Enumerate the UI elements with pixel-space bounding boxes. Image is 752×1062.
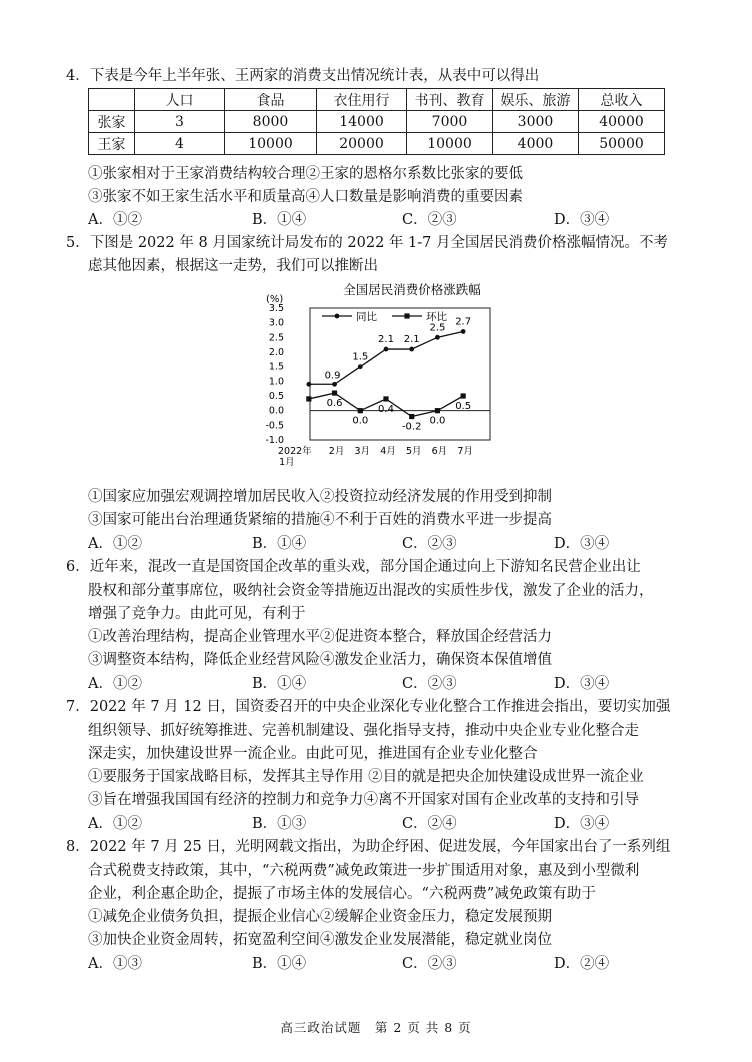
data-label: 2.1 [378,334,394,346]
chart-title: 全国居民消费价格涨跌幅 [343,282,481,297]
data-point [383,396,388,401]
q6-option-d[interactable]: D．③④ [554,676,610,692]
legend-label-yoy: 同比 [356,311,377,323]
table-cell: 8000 [225,111,317,133]
q7-choices-1: ①要服务于国家战略目标，发挥其主导作用 ②目的就是把央企加快建设成世界一流企业 [88,769,644,785]
q6-stem-3: 增强了竞争力。由此可见，有利于 [88,606,306,622]
x-tick-label: 2月 [328,446,345,457]
q8-stem-2: 合式税费支持政策，其中，“六税两费”减免政策进一步扩围适用对象，惠及到小型微利 [88,863,640,879]
data-label: 0.9 [324,370,341,382]
q7-stem-1: 7．2022 年 7 月 12 日，国资委召开的中央企业深化专业化整合工作推进会指出，要切实加强 [66,699,671,715]
q7-option-a[interactable]: A．①② [88,816,142,832]
table-cell: 50000 [579,133,665,155]
x-tick-label: 1月 [279,457,295,468]
legend-marker-yoy [335,314,340,319]
q5-option-d[interactable]: D．③④ [554,536,610,552]
q7-option-b[interactable]: B．①③ [252,816,307,832]
q8-stem-3: 企业，利企惠企助企，提振了市场主体的发展信心。“六税两费”减免政策有助于 [88,886,596,902]
table-header-cell: 书刊、教育 [407,89,493,111]
x-tick-label: 5月 [405,446,422,457]
q4-option-b[interactable]: B．①④ [252,212,307,228]
data-label: -0.2 [401,421,422,433]
table-header-cell: 人口 [135,89,225,111]
table-header-cell: 娱乐、旅游 [493,89,579,111]
q6-option-a[interactable]: A．①② [88,676,142,692]
table-header-cell [89,89,135,111]
y-tick-label: -0.5 [265,420,284,432]
data-point [306,396,311,401]
table-cell: 40000 [579,111,665,133]
q5-option-c[interactable]: C．②③ [402,536,457,552]
table-cell: 4000 [493,133,579,155]
q8-option-b[interactable]: B．①④ [252,956,307,972]
q8-choices-1: ①减免企业债务负担，提振企业信心②缓解企业资金压力，稳定发展预期 [88,909,552,925]
y-tick-label: 1.0 [268,376,284,388]
q4-option-d[interactable]: D．③④ [554,212,610,228]
data-point [435,408,440,413]
table-cell: 10000 [225,133,317,155]
data-label: 0.4 [378,403,394,415]
y-tick-label: 2.5 [268,332,284,344]
table-cell: 张家 [89,111,135,133]
q5-stem-2: 虑其他因素，根据这一走势，我们可以推断出 [88,258,378,274]
q4-option-c[interactable]: C．②③ [402,212,457,228]
table-header-cell: 食品 [225,89,317,111]
q6-stem-2: 股权和部分董事席位，吸纳社会资金等措施迈出混改的实质性步伐，激发了企业的活力， [88,583,654,599]
table-header-row [89,89,665,111]
y-tick-label: 0.5 [268,391,284,402]
table-cell: 7000 [407,111,493,133]
q4-choices-2: ③张家不如王家生活水平和质量高④人口数量是影响消费的重要因素 [88,189,523,205]
q6-option-c[interactable]: C．②③ [402,676,457,692]
q8-option-c[interactable]: C．②③ [402,956,457,972]
table-cell: 14000 [317,111,407,133]
q6-option-b[interactable]: B．①④ [252,676,307,692]
data-point [358,364,363,369]
q7-option-d[interactable]: D．③④ [554,816,610,832]
q5-choices-1: ①国家应加强宏观调控增加居民收入②投资拉动经济发展的作用受到抑制 [88,489,552,505]
table-header-cell: 总收入 [579,89,665,111]
data-point [358,408,363,413]
table-cell: 3000 [493,111,579,133]
q6-choices-1: ①改善治理结构，提高企业管理水平②促进资本整合，释放国企经营活力 [88,629,552,645]
x-tick-label: 2022年 [278,446,312,457]
legend-label-mom: 环比 [426,311,447,323]
y-tick-label: -1.0 [265,435,284,446]
y-tick-label: 0.0 [268,405,284,417]
data-label: 2.5 [429,322,446,334]
table-header-cell: 衣住用行 [317,89,407,111]
q8-option-d[interactable]: D．②④ [554,956,610,972]
q5-choices-2: ③国家可能出台治理通货紧缩的措施④不利于百姓的消费水平进一步提高 [88,512,552,528]
q5-option-b[interactable]: B．①④ [252,536,307,552]
q7-choices-2: ③旨在增强我国国有经济的控制力和竞争力④离不开国家对国有企业改革的支持和引导 [88,792,639,808]
q6-stem-1: 6．近年来，混改一直是国资国企改革的重头戏，部分国企通过向上下游知名民营企业出让 [66,559,641,575]
y-tick-label: 1.5 [268,361,284,373]
data-label: 0.0 [352,415,369,427]
data-point [461,329,466,334]
q4-option-a[interactable]: A．①② [88,212,142,228]
data-point [384,347,389,352]
data-label: 1.5 [352,351,369,363]
table-cell: 王家 [89,133,135,155]
chart-legend [322,310,447,323]
data-point [461,393,466,398]
q7-stem-2: 组织领导、抓好统筹推进、完善机制建设、强化指导支持，推动中央企业专业化整合走 [88,723,639,739]
table-cell: 10000 [407,133,493,155]
chart-ylabel: (%) [266,294,284,305]
q4-choices-1: ①张家相对于王家消费结构较合理②王家的恩格尔系数比张家的要低 [88,166,523,182]
cpi-line-chart [252,280,502,480]
y-tick-label: 2.0 [268,347,284,358]
data-label: 0.5 [455,401,472,412]
data-label: 0.0 [429,415,446,427]
q7-stem-3: 深走实，加快建设世界一流企业。由此可见，推进国有企业专业化整合 [88,746,538,762]
data-label: 0.6 [326,398,343,410]
page-footer: 高三政治试题 第 2 页 共 8 页 [280,1020,472,1035]
data-point [409,414,414,419]
x-tick-label: 4月 [380,446,396,457]
table-row [89,133,665,155]
x-tick-label: 3月 [354,446,371,457]
table-cell: 20000 [317,133,407,155]
data-label: 2.7 [455,316,472,328]
data-point [435,335,440,340]
consumption-table [88,88,665,155]
data-point [332,390,337,395]
x-tick-label: 7月 [457,446,473,457]
q7-option-c[interactable]: C．②④ [402,816,457,832]
x-tick-label: 6月 [431,446,448,457]
q8-stem-1: 8．2022 年 7 月 25 日，光明网载文指出，为助企纾困、促进发展，今年国家出台了一系列组 [66,839,671,855]
legend-marker-mom [404,313,409,318]
q4-stem: 4．下表是今年上半年张、王两家的消费支出情况统计表，从表中可以得出 [66,68,540,84]
y-tick-label: 3.0 [268,317,284,329]
chart-marks [306,316,471,432]
table-cell: 3 [135,111,225,133]
data-point [332,382,337,387]
table-cell: 4 [135,133,225,155]
data-point [409,347,414,352]
data-label: 2.1 [403,334,420,346]
chart-axes [265,303,490,468]
data-point [306,382,311,387]
table-row [89,111,665,133]
q5-option-a[interactable]: A．①② [88,536,142,552]
q5-stem-1: 5．下图是 2022 年 8 月国家统计局发布的 2022 年 1-7 月全国居民消费价格涨幅情况。不考 [66,235,668,251]
q8-option-a[interactable]: A．①③ [88,956,142,972]
y-tick-label: 3.5 [268,303,284,314]
q6-choices-2: ③调整资本结构，降低企业经营风险④激发企业活力，确保资本保值增值 [88,652,552,668]
q8-choices-2: ③加快企业资金周转，拓宽盈利空间④激发企业发展潜能，稳定就业岗位 [88,932,552,948]
